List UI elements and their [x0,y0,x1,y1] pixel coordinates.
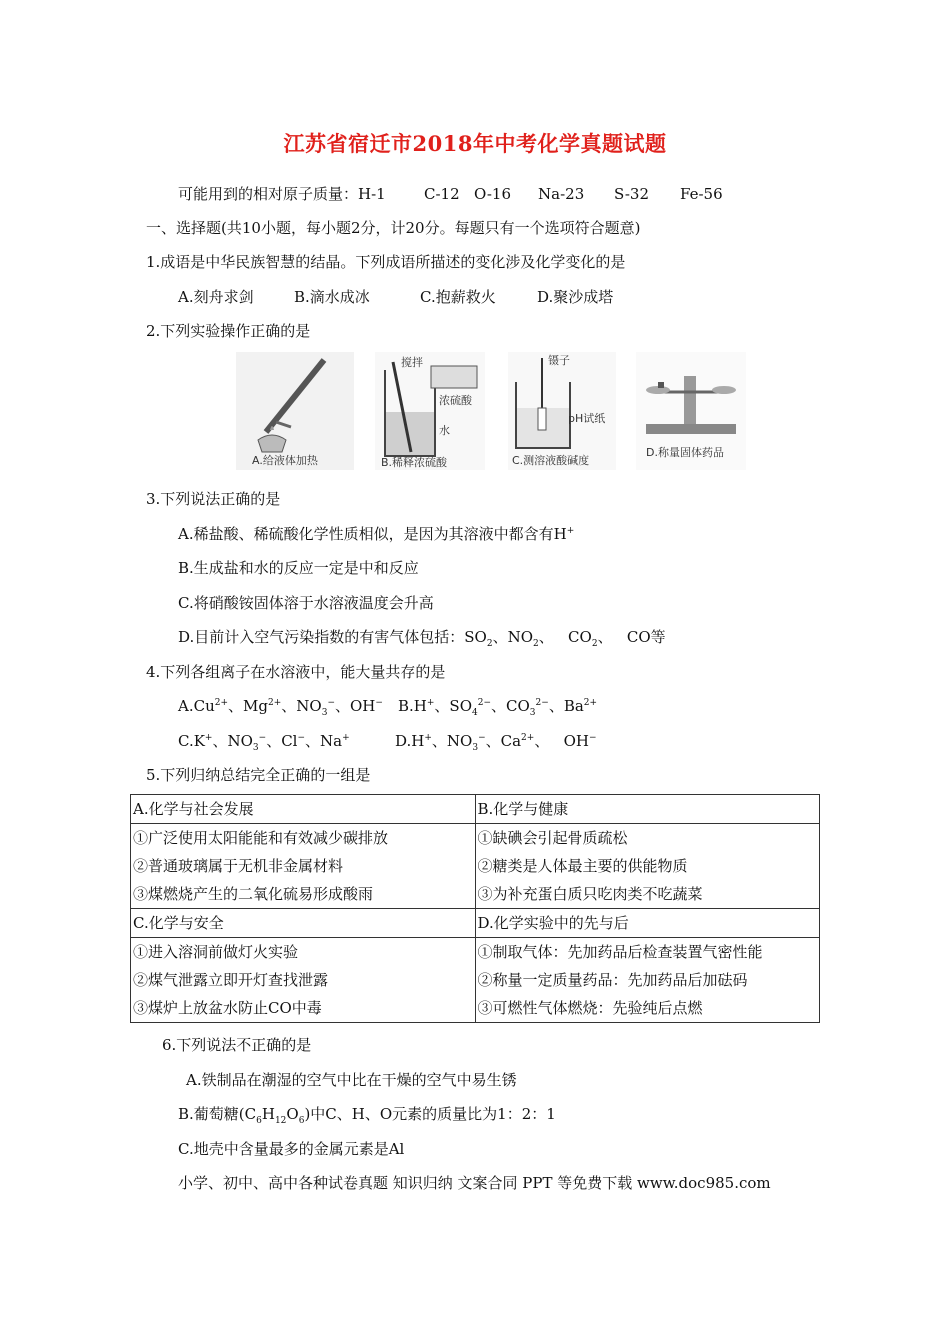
figure-label: 镊子 [548,354,570,367]
question-6-option-a: A.铁制品在潮湿的空气中比在干燥的空气中易生锈 [186,1071,517,1089]
atomic-mass-item: S-32 [614,185,649,203]
atomic-mass-item: Na-23 [538,185,585,203]
figure-caption: C.测溶液酸碱度 [512,454,590,467]
question-1-option-b: B.滴水成冰 [294,288,370,306]
cell-line: ①制取气体：先加药品后检查装置气密性能 [477,943,763,961]
figure-caption: A.给液体加热 [252,454,318,467]
question-6-option-c: C.地壳中含量最多的金属元素是Al [178,1140,405,1158]
figure-label: 水 [439,424,450,437]
atomic-mass-item: O-16 [474,185,512,203]
question-3-option-d: D.目前计入空气污染指数的有害气体包括：$SO_2$、$NO_2$、 $CO_2$、 CO等 [178,628,666,649]
cell-line: ③煤炉上放盆水防止CO中毒 [133,999,322,1017]
atomic-mass-item: Fe-56 [680,185,723,203]
question-4-stem: 4.下列各组离子在水溶液中，能大量共存的是 [146,663,446,681]
figure-d-balance [636,352,746,470]
figure-a-heating-liquid [236,352,354,470]
question-1-option-a: A.刻舟求剑 [178,288,254,306]
question-5-table [130,794,820,1023]
cell-line: ①缺碘会引起骨质疏松 [477,829,628,847]
question-3-stem: 3.下列说法正确的是 [146,490,281,508]
cell-line: ③煤燃烧产生的二氧化硫易形成酸雨 [133,885,374,903]
question-4-option-b: B.H+、$SO_4^{2-}$、$CO_3^{2-}$、$Ba^{2+}$ [398,697,598,718]
option-text: D.目前计入空气污染指数的有害气体包括：SO [178,628,487,646]
question-4-option-c: C.K+、$NO_3^-$、Cl−、Na+ [178,732,350,753]
table-cell-b-body [475,824,820,909]
question-2-stem: 2.下列实验操作正确的是 [146,322,311,340]
figure-caption: B.稀释浓硫酸 [381,456,448,469]
table-cell-d [475,909,820,938]
option-text: )中C、H、O元素的质量比为1：2：1 [304,1105,556,1123]
option-text: CO等 [626,628,666,646]
table-cell-a-body [131,824,476,909]
atomic-mass-line [178,183,723,204]
question-3-option-c: C.将硝酸铵固体溶于水溶液温度会升高 [178,594,434,612]
cell-line: ②煤气泄露立即开灯查找泄露 [133,971,329,989]
section-heading: 一、选择题(共10小题，每小题2分，计20分。每题只有一个选项符合题意) [146,219,641,237]
cell-heading: A.化学与社会发展 [133,800,254,818]
figure-c-ph-test [508,352,616,470]
question-4-option-d: D.H+、$NO_3^-$、$Ca^{2+}$、 OH− [395,732,597,753]
cell-heading: D.化学实验中的先与后 [477,914,629,932]
cell-line: ②糖类是人体最主要的供能物质 [477,857,688,875]
table-cell-c [131,909,476,938]
cell-line: ②称量一定质量药品：先加药品后加砝码 [477,971,748,989]
figure-label: pH试纸 [568,412,606,425]
question-1-option-c: C.抱薪救火 [420,288,496,306]
table-cell-c-body [131,938,476,1023]
cell-line: ①进入溶洞前做灯火实验 [133,943,299,961]
cell-line: ③可燃性气体燃烧：先验纯后点燃 [477,999,703,1017]
figure-caption: D.称量固体药品 [646,446,724,459]
table-cell-a [131,795,476,824]
question-6-stem: 6.下列说法不正确的是 [162,1036,312,1054]
figure-b-dilute-acid [375,352,485,470]
question-5-stem: 5.下列归纳总结完全正确的一组是 [146,766,371,784]
page-title: 江苏省宿迁市2018年中考化学真题试题 [283,131,667,156]
option-text: A.稀盐酸、稀硫酸化学性质相似，是因为其溶液中都含有H [178,525,567,543]
question-3-option-a: A.稀盐酸、稀硫酸化学性质相似，是因为其溶液中都含有H+ [178,525,575,543]
atomic-mass-item: C-12 [424,185,460,203]
cell-line: ①广泛使用太阳能能和有效减少碳排放 [133,829,389,847]
cell-heading: B.化学与健康 [477,800,569,818]
table-cell-b [475,795,820,824]
cell-line: ②普通玻璃属于无机非金属材料 [133,857,344,875]
figure-label: 浓硫酸 [439,394,472,407]
question-4-option-a: $A.Cu^{2+}$、$Mg^{2+}$、$NO_3^-$、OH− [178,697,383,718]
figure-label: 搅拌 [401,356,423,369]
question-1-stem: 1.成语是中华民族智慧的结晶。下列成语所描述的变化涉及化学变化的是 [146,253,626,271]
atomic-mass-item: H-1 [358,185,386,203]
atomic-mass-label: 可能用到的相对原子质量： [178,185,359,203]
question-1-option-d: D.聚沙成塔 [537,288,614,306]
cell-line: ③为补充蛋白质只吃肉类不吃蔬菜 [477,885,703,903]
footer-text: 小学、初中、高中各种试卷真题 知识归纳 文案合同 PPT 等免费下载 www.doc985.com [178,1174,771,1192]
question-6-option-b: B.葡萄糖$(C_6H_{12}O_6)$中C、H、O元素的质量比为1：2：1 [178,1105,556,1126]
table-cell-d-body [475,938,820,1023]
option-text: B.葡萄糖(C [178,1105,257,1123]
cell-heading: C.化学与安全 [133,914,224,932]
question-3-option-b: B.生成盐和水的反应一定是中和反应 [178,559,419,577]
